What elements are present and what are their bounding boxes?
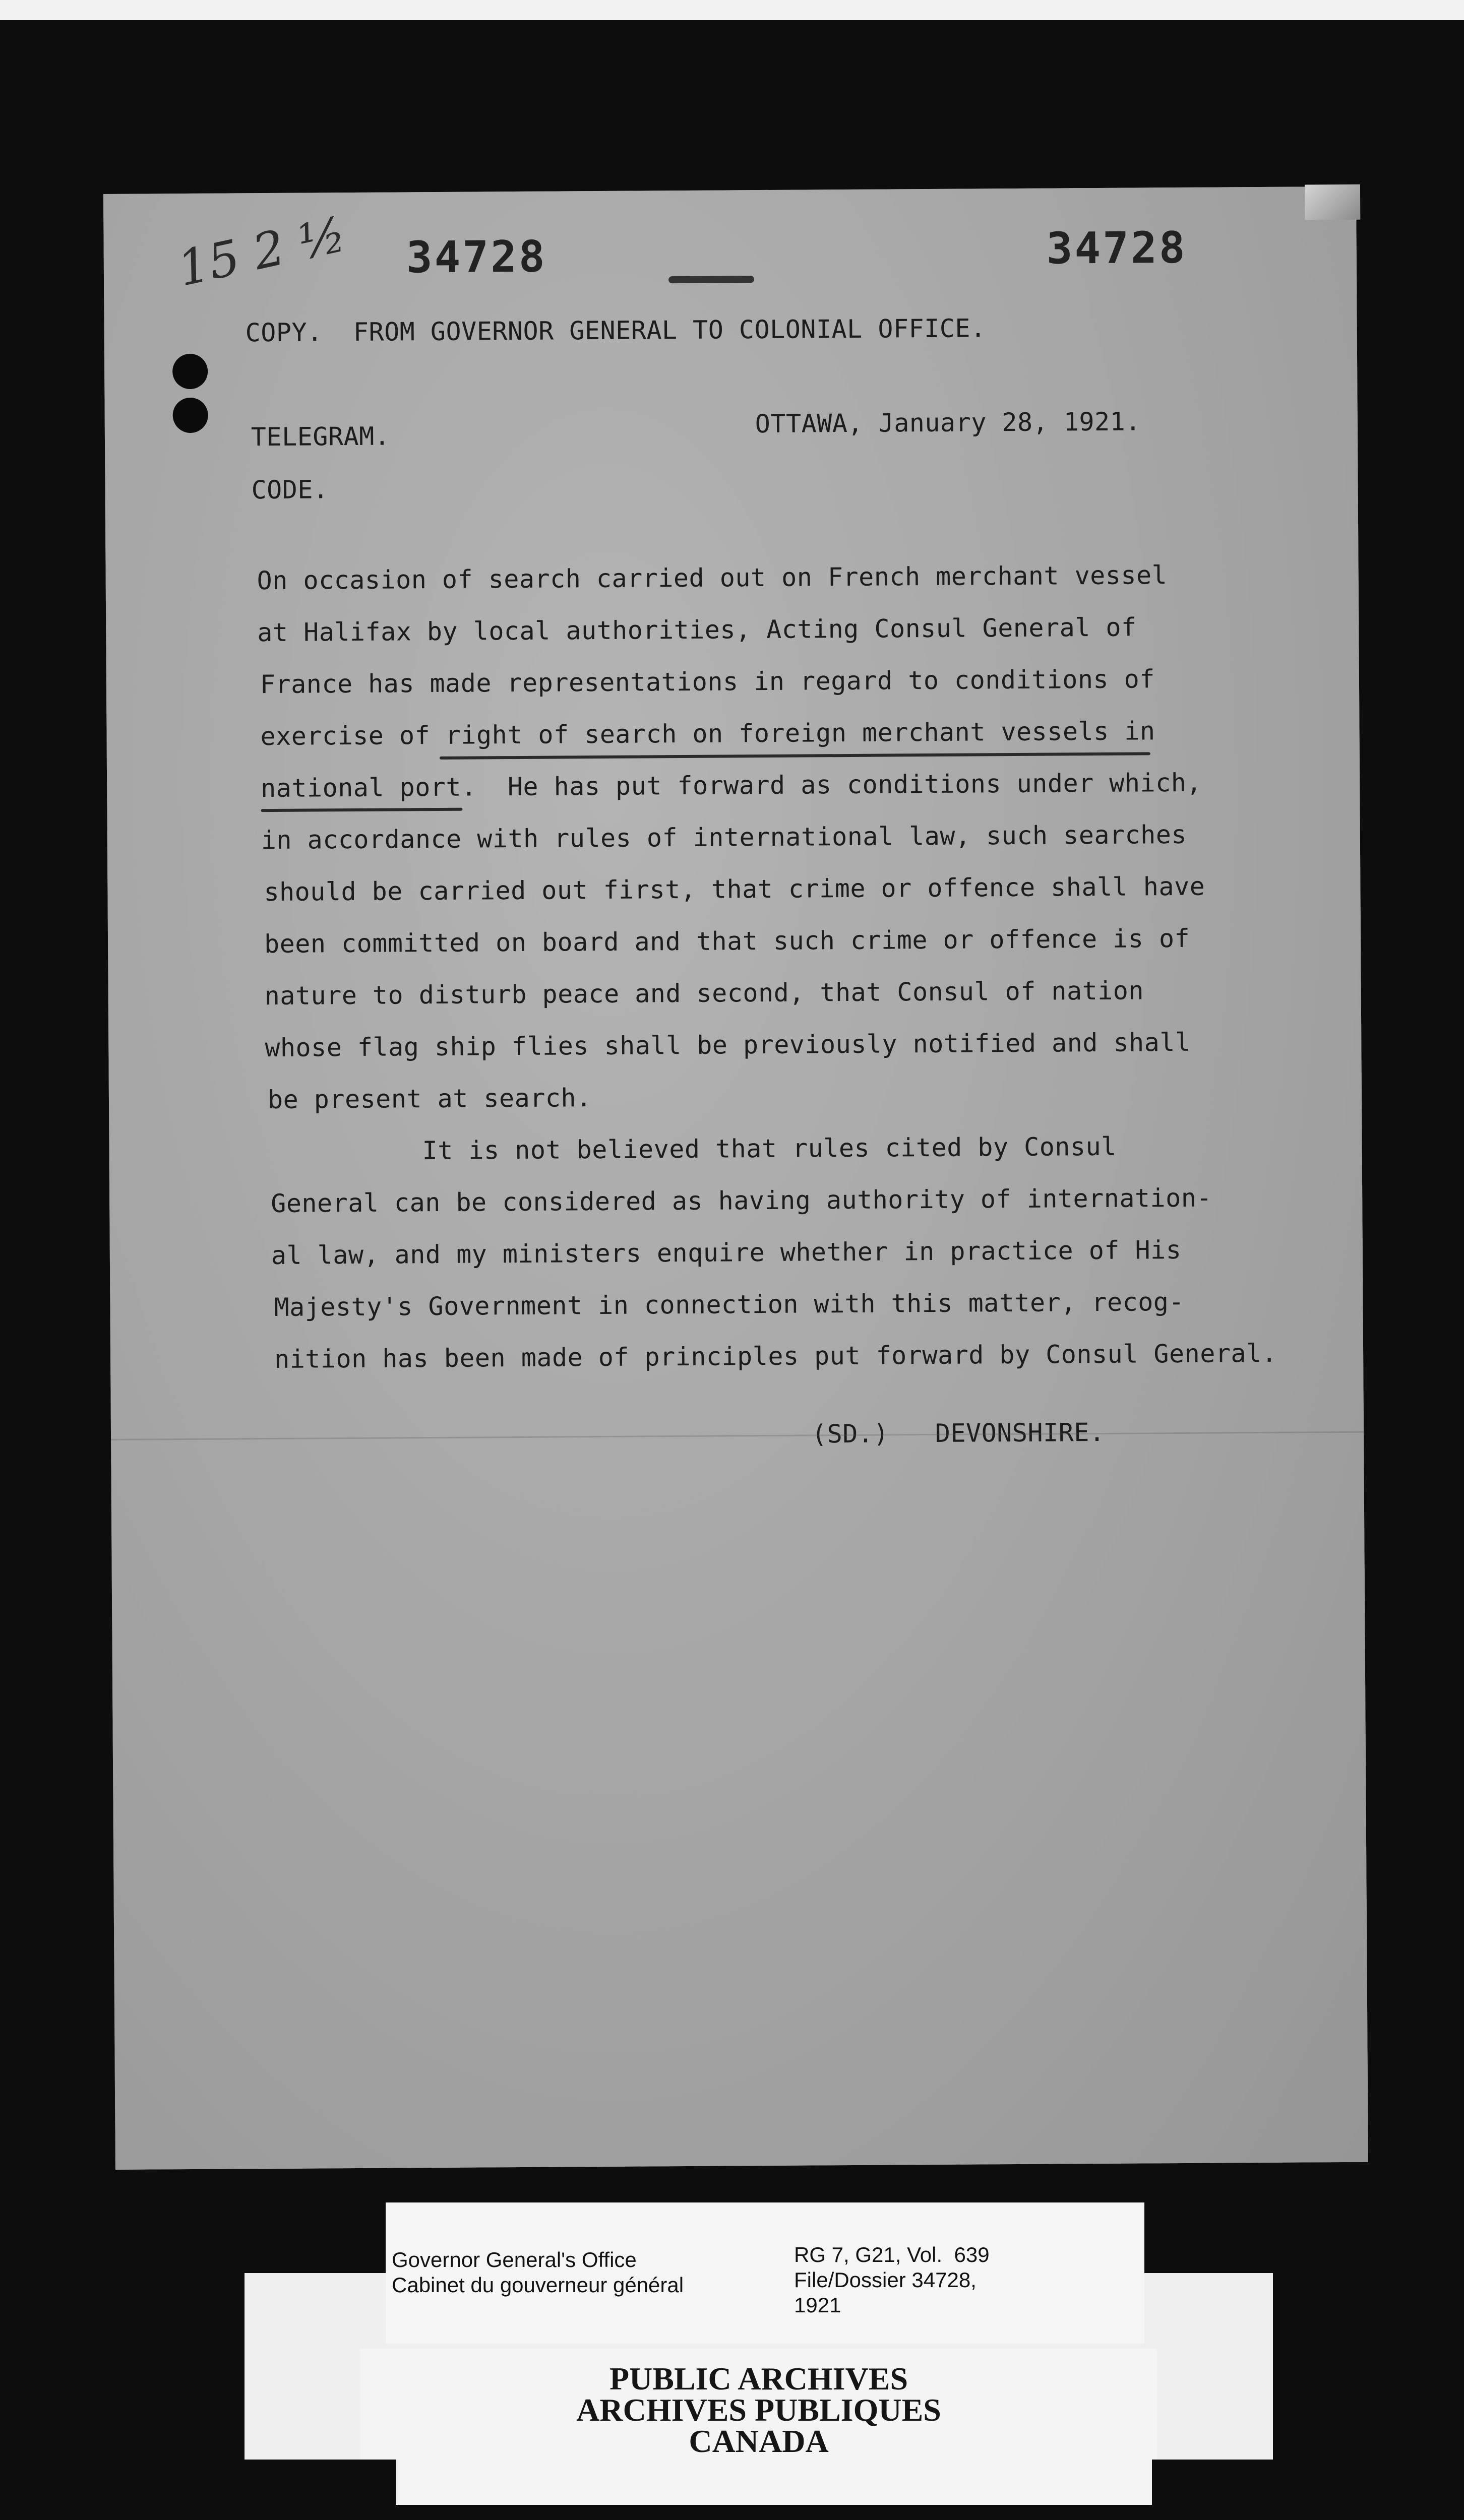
file-number-right: 34728	[1046, 222, 1187, 274]
body-line: whose flag ship flies shall be previously notified and shall	[265, 1027, 1191, 1063]
body-line: been committed on board and that such crime or offence is of	[264, 923, 1190, 959]
body-line: On occasion of search carried out on French merchant vessel	[257, 560, 1168, 596]
handwritten-note: 15 2 ½	[172, 206, 351, 297]
body-line: France has made representations in regard to conditions of	[260, 664, 1155, 700]
folded-corner	[1305, 184, 1360, 220]
body-line: at Halifax by local authorities, Acting Consul General of	[257, 612, 1137, 648]
document-sheet	[103, 186, 1368, 2170]
body-line: exercise of right of search on foreign merchant vessels in	[260, 716, 1155, 751]
body-line: It is not believed that rules cited by Consul	[268, 1131, 1117, 1167]
office-french: Cabinet du gouverneur général	[392, 2273, 684, 2297]
punch-hole-lower	[172, 398, 208, 433]
label-bottom-tab	[396, 2460, 1152, 2505]
underline-mark	[261, 808, 462, 812]
punch-hole-upper	[172, 354, 208, 389]
body-line: nature to disturb peace and second, that Consul of nation	[264, 976, 1144, 1011]
body-line: national port. He has put forward as conditions under which,	[261, 768, 1202, 803]
body-line: be present at search.	[267, 1083, 592, 1115]
paper-fold-line	[111, 1431, 1364, 1440]
stamp-line: PUBLIC ARCHIVES	[609, 2361, 908, 2397]
archive-label-card	[386, 2202, 1144, 2344]
underline-mark	[440, 752, 1150, 760]
document-header: COPY. FROM GOVERNOR GENERAL TO COLONIAL OFFICE.	[245, 313, 986, 348]
archive-reference: RG 7, G21, Vol. 639	[794, 2243, 990, 2266]
file-number-left: 34728	[406, 231, 547, 283]
archive-year: 1921	[794, 2293, 841, 2317]
body-line: in accordance with rules of international law, such searches	[261, 820, 1187, 855]
signature-line: (SD.) DEVONSHIRE.	[811, 1417, 1105, 1449]
office-english: Governor General's Office	[392, 2248, 637, 2272]
ink-dash-mark	[668, 276, 754, 283]
stamp-line: CANADA	[689, 2423, 829, 2459]
top-border-strip	[0, 0, 1464, 20]
body-line: Majesty's Government in connection with this matter, recog-	[274, 1287, 1185, 1322]
stamp-line: ARCHIVES PUBLIQUES	[576, 2392, 941, 2428]
body-line: General can be considered as having authority of internation-	[271, 1183, 1212, 1219]
place-date: OTTAWA, January 28, 1921.	[755, 407, 1141, 439]
body-line: nition has been made of principles put forward by Consul General.	[274, 1338, 1277, 1374]
body-line: al law, and my ministers enquire whether in practice of His	[271, 1235, 1182, 1271]
code-label: CODE.	[251, 475, 329, 505]
telegram-label: TELEGRAM.	[251, 421, 390, 452]
archive-file: File/Dossier 34728,	[794, 2268, 977, 2292]
body-line: should be carried out first, that crime or offence shall have	[264, 871, 1205, 907]
